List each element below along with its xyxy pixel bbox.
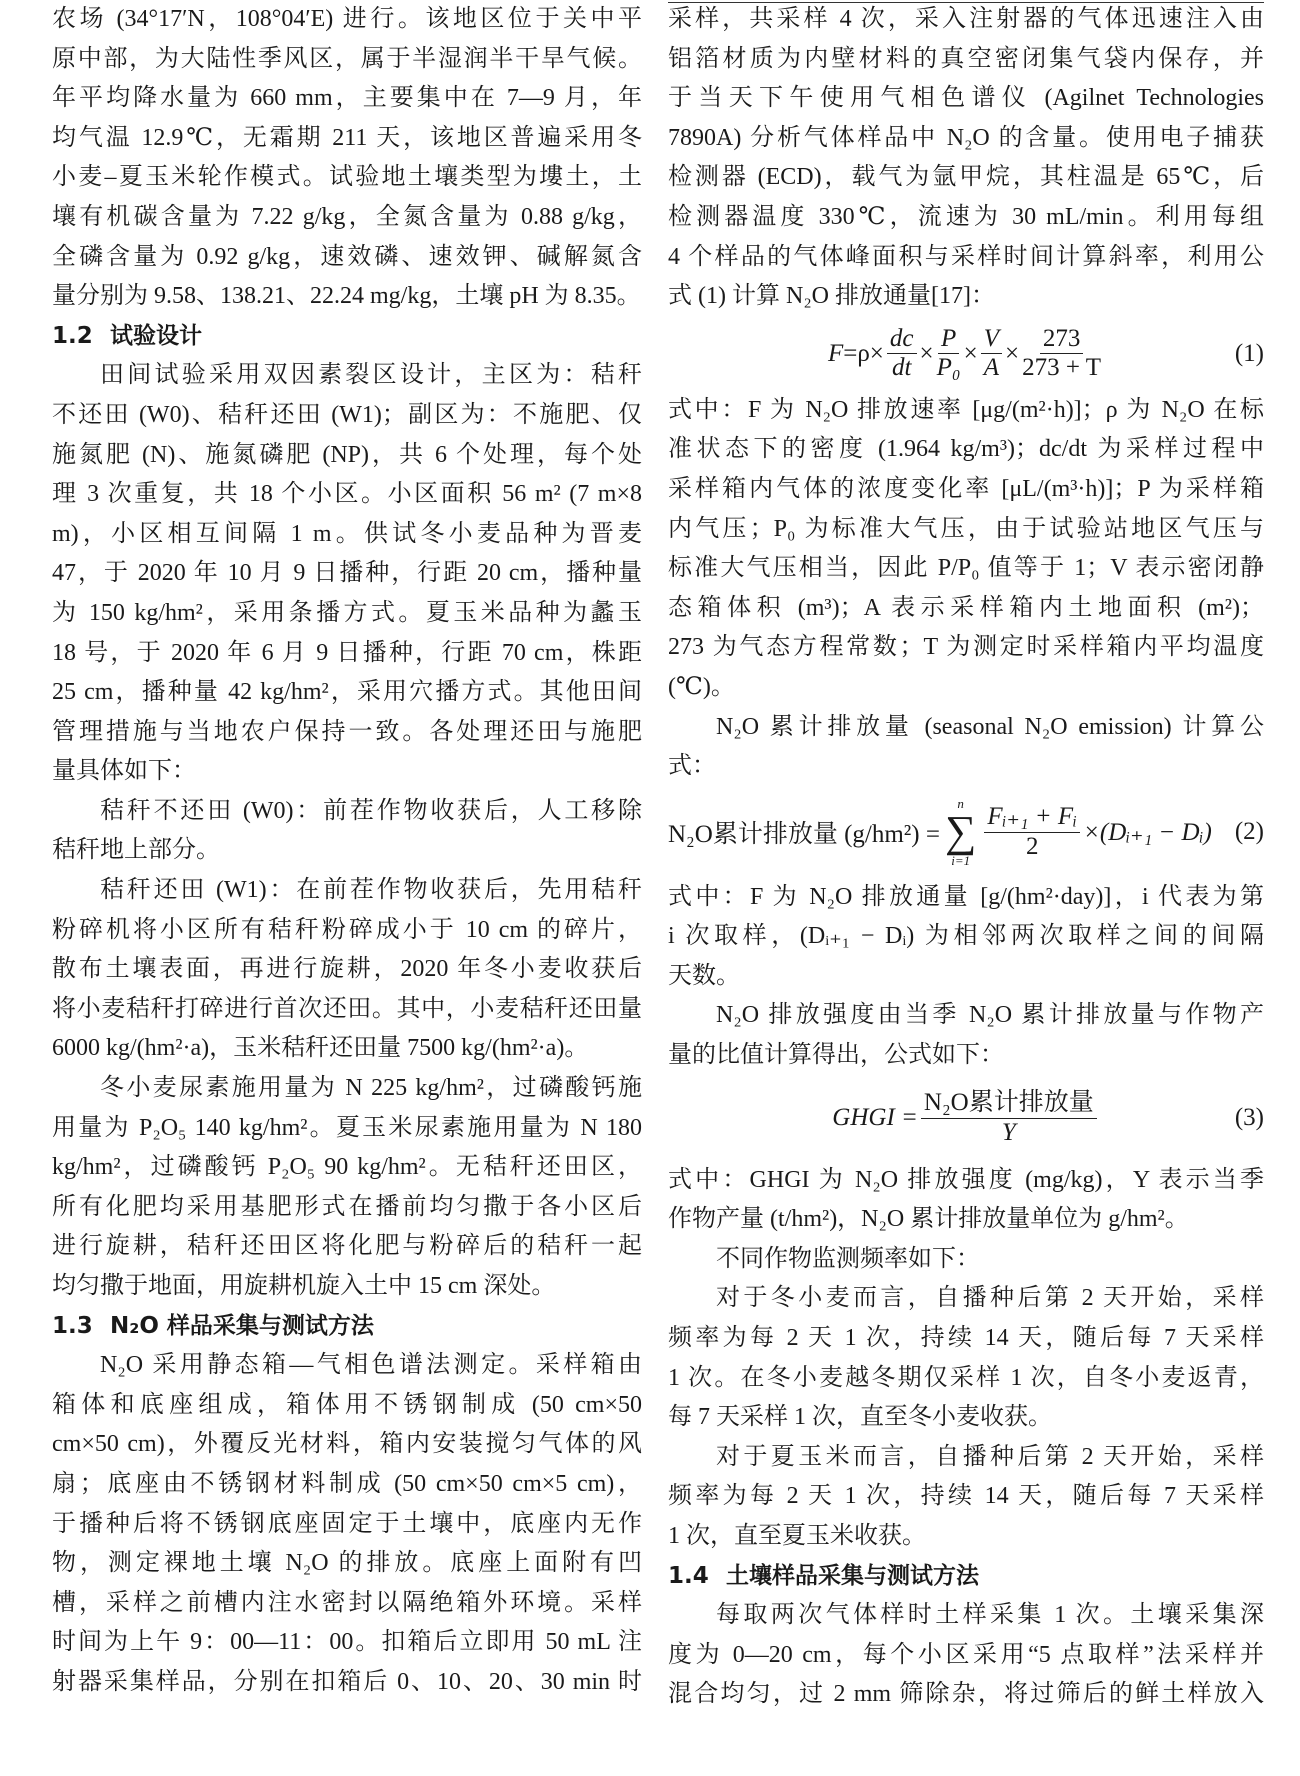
paragraph — [52, 792, 642, 871]
section-heading — [52, 317, 642, 357]
text-line: 式： — [668, 753, 716, 780]
section-title: 试验设计 — [110, 322, 202, 349]
section-heading — [52, 1307, 642, 1347]
text-line: 内气压；P₀ 为标准大气压，由于试验站地区气压与 — [668, 515, 1264, 542]
sum-upper: n — [957, 796, 964, 812]
section-number: 1.3 — [52, 1312, 93, 1339]
paragraph — [668, 1240, 1264, 1280]
text-line: 理 3 次重复，共 18 个小区。小区面积 56 m² (7 m×8 — [52, 481, 642, 508]
text-line: 作物产量 (t/hm²)，N₂O 累计排放量单位为 g/hm²。 — [668, 1206, 1189, 1233]
paragraph — [52, 356, 642, 792]
formula-lhs: GHGI = — [832, 1104, 918, 1132]
text-line: 采样箱内气体的浓度变化率 [μL/(m³·h)]；P 为采样箱 — [668, 475, 1264, 502]
paragraph — [668, 1438, 1264, 1557]
paragraph — [668, 1596, 1264, 1715]
numerator: dc — [887, 325, 917, 355]
paragraph — [668, 708, 1264, 787]
denominator: dt — [892, 354, 912, 382]
text-line: 小麦–夏玉米轮作模式。试验地土壤类型为塿土，土 — [52, 164, 642, 191]
formula-eq: =ρ× — [843, 339, 884, 367]
text-line: 273 为气态方程常数；T 为测定时采样箱内平均温度 — [668, 634, 1264, 661]
text-line: cm×50 cm)，外覆反光材料，箱内安装搅匀气体的风 — [52, 1431, 642, 1458]
text-line: 均气温 12.9℃，无霜期 211 天，该地区普遍采用冬 — [52, 124, 642, 151]
text-line: 秸秆地上部分。 — [52, 837, 220, 864]
text-line: 式 (1) 计算 N₂O 排放通量[17]： — [668, 283, 995, 310]
text-line: 式中：F 为 N₂O 排放速率 [μg/(m²·h)]；ρ 为 N₂O 在标 — [668, 396, 1264, 423]
text-line: 不同作物监测频率如下： — [716, 1245, 980, 1272]
numerator: 273 — [1040, 325, 1084, 355]
paragraph — [668, 1279, 1264, 1437]
fraction-flux — [984, 803, 1080, 862]
times-sign: × — [1005, 339, 1020, 367]
denominator: A — [983, 354, 999, 382]
text-line: 混合均匀，过 2 mm 筛除杂，将过筛后的鲜土样放入 — [668, 1681, 1264, 1708]
fraction-ghgi — [921, 1089, 1097, 1148]
equation-number: (1) — [1234, 339, 1264, 367]
numerator: Fᵢ₊₁ + Fᵢ — [984, 803, 1080, 833]
text-line: 壤有机碳含量为 7.22 g/kg，全氮含量为 0.88 g/kg， — [52, 203, 642, 230]
text-line: 度为 0—20 cm，每个小区采用“5 点取样”法采样并 — [668, 1641, 1264, 1668]
text-line: 量具体如下： — [52, 758, 196, 785]
fraction-p-p0 — [937, 325, 961, 384]
text-line: 散布土壤表面，再进行旋耕，2020 年冬小麦收获后 — [52, 956, 642, 983]
section-number: 1.4 — [668, 1562, 709, 1589]
times-sign: × — [963, 339, 978, 367]
section-title: N₂O 样品采集与测试方法 — [110, 1312, 374, 1339]
text-line: i 次取样，(Dᵢ₊₁ − Dᵢ) 为相邻两次取样之间的间隔 — [668, 923, 1264, 950]
numerator: N₂O累计排放量 — [921, 1089, 1097, 1119]
denominator: Y — [1001, 1118, 1016, 1146]
formula-3 — [668, 1076, 1264, 1161]
text-line: 采样，共采样 4 次，采入注射器的气体迅速注入由 — [668, 6, 1264, 32]
text-line: 对于夏玉米而言，自播种后第 2 天开始，采样 — [716, 1443, 1264, 1470]
equation-number: (2) — [1234, 818, 1264, 846]
text-line: 于播种后将不锈钢底座固定于土壤中，底座内无作 — [52, 1510, 642, 1537]
text-line: 均匀撒于地面，用旋耕机旋入土中 15 cm 深处。 — [52, 1273, 556, 1299]
text-line: 秸秆还田 (W1)：在前茬作物收获后，先用秸秆 — [100, 877, 642, 904]
paragraph — [668, 0, 1264, 317]
text-line: 7890A) 分析气体样品中 N₂O 的含量。使用电子捕获 — [668, 124, 1264, 151]
paragraph — [52, 0, 642, 317]
text-line: 槽，采样之前槽内注水密封以隔绝箱外环境。采样 — [52, 1589, 642, 1616]
text-line: 每取两次气体样时土样采集 1 次。土壤采集深 — [716, 1602, 1264, 1629]
text-line: 1 次。在冬小麦越冬期仅采样 1 次，自冬小麦返青， — [668, 1364, 1264, 1391]
section-title: 土壤样品采集与测试方法 — [726, 1562, 979, 1589]
text-line: 时间为上午 9：00—11：00。扣箱后立即用 50 mL 注 — [52, 1629, 642, 1656]
text-line: N₂O 累计排放量 (seasonal N₂O emission) 计算公 — [716, 713, 1264, 740]
denominator: 273 + T — [1022, 354, 1102, 382]
text-line: N₂O 采用静态箱—气相色谱法测定。采样箱由 — [100, 1352, 642, 1379]
text-line: 量的比值计算得出，公式如下： — [668, 1042, 1004, 1069]
text-line: 标准大气压相当，因此 P/P₀ 值等于 1；V 表示密闭静 — [668, 555, 1264, 582]
text-line: 频率为每 2 天 1 次，持续 14 天，随后每 7 天采样 — [668, 1325, 1264, 1352]
text-line: 全磷含量为 0.92 g/kg，速效磷、速效钾、碱解氮含 — [52, 243, 642, 270]
text-line: 农场 (34°17′N，108°04′E) 进行。该地区位于关中平 — [52, 6, 642, 32]
text-line: 18 号，于 2020 年 6 月 9 日播种，行距 70 cm，株距 — [52, 639, 642, 666]
text-line: 25 cm，播种量 42 kg/hm²，采用穴播方式。其他田间 — [52, 679, 642, 706]
text-line: 粉碎机将小区所有秸秆粉碎成小于 10 cm 的碎片， — [52, 916, 642, 943]
text-line: 式中：GHGI 为 N₂O 排放强度 (mg/kg)，Y 表示当季 — [668, 1166, 1264, 1193]
text-line: 用量为 P₂O₅ 140 kg/hm²。夏玉米尿素施用量为 N 180 — [52, 1114, 642, 1141]
text-line: 年平均降水量为 660 mm，主要集中在 7—9 月，年 — [52, 85, 642, 112]
fraction-dc-dt — [887, 325, 917, 384]
text-line: 所有化肥均采用基肥形式在播前均匀撒于各小区后 — [52, 1193, 642, 1220]
text-line: 物，测定裸地土壤 N₂O 的排放。底座上面附有凹 — [52, 1550, 642, 1577]
summation — [945, 797, 976, 867]
text-line: 秸秆不还田 (W0)：前茬作物收获后，人工移除 — [100, 797, 642, 824]
text-line: 施氮肥 (N)、施氮磷肥 (NP)，共 6 个处理，每个处 — [52, 441, 642, 468]
text-line: 对于冬小麦而言，自播种后第 2 天开始，采样 — [716, 1285, 1264, 1312]
numerator: V — [981, 325, 1002, 355]
text-line: m)，小区相互间隔 1 m。供试冬小麦品种为晋麦 — [52, 520, 642, 547]
paragraph — [668, 391, 1264, 708]
text-line: 原中部，为大陆性季风区，属于半湿润半干旱气候。 — [52, 45, 642, 72]
sum-lower: i=1 — [951, 853, 971, 869]
text-line: kg/hm²，过磷酸钙 P₂O₅ 90 kg/hm²。无秸秆还田区， — [52, 1154, 642, 1181]
text-line: 检测器温度 330℃，流速为 30 mL/min。利用每组 — [668, 203, 1264, 230]
fraction-temperature — [1022, 325, 1101, 384]
text-line: 量分别为 9.58、138.21、22.24 mg/kg，土壤 pH 为 8.35。 — [52, 283, 641, 310]
text-line: 每 7 天采样 1 次，直至冬小麦收获。 — [668, 1404, 1052, 1431]
text-line: 1 次，直至夏玉米收获。 — [668, 1523, 926, 1549]
times-sign: × — [919, 339, 934, 367]
text-line: 频率为每 2 天 1 次，持续 14 天，随后每 7 天采样 — [668, 1483, 1264, 1510]
text-line: 进行旋耕，秸秆还田区将化肥与粉碎后的秸秆一起 — [52, 1233, 642, 1260]
formula-lhs: F — [827, 339, 844, 367]
right-column — [668, 0, 1264, 1715]
text-line: 不还田 (W0)、秸秆还田 (W1)；副区为：不施肥、仅 — [52, 401, 642, 428]
text-line: 式中：F 为 N₂O 排放通量 [g/(hm²·day)]，i 代表为第 — [668, 883, 1264, 910]
paragraph — [52, 871, 642, 1069]
paragraph — [668, 1161, 1264, 1240]
text-line: 检测器 (ECD)，载气为氩甲烷，其柱温是 65℃，后 — [668, 164, 1264, 191]
equation-number: (3) — [1234, 1104, 1264, 1132]
text-line: 4 个样品的气体峰面积与采样时间计算斜率，利用公 — [668, 243, 1264, 270]
left-column — [52, 0, 642, 1703]
denominator: 2 — [1025, 832, 1039, 860]
formula-1 — [668, 317, 1264, 391]
text-line: (℃)。 — [668, 673, 735, 700]
section-number: 1.2 — [52, 322, 93, 349]
paragraph — [52, 1069, 642, 1307]
paragraph — [668, 996, 1264, 1075]
text-line: 田间试验采用双因素裂区设计，主区为：秸秆 — [100, 362, 642, 389]
text-line: 冬小麦尿素施用量为 N 225 kg/hm²，过磷酸钙施 — [100, 1075, 642, 1102]
text-line: 将小麦秸秆打碎进行首次还田。其中，小麦秸秆还田量 — [52, 995, 642, 1022]
text-line: 箱体和底座组成，箱体用不锈钢制成 (50 cm×50 — [52, 1391, 642, 1418]
text-line: 天数。 — [668, 962, 740, 989]
sigma-symbol: ∑ — [944, 807, 977, 857]
text-line: 态箱体积 (m³)；A 表示采样箱内土地面积 (m²)； — [668, 594, 1264, 621]
text-line: 47，于 2020 年 10 月 9 日播种，行距 20 cm，播种量 — [52, 560, 642, 587]
text-line: 准状态下的密度 (1.964 kg/m³)；dc/dt 为采样过程中 — [668, 436, 1264, 463]
denominator: P₀ — [936, 354, 961, 382]
text-line: 扇；底座由不锈钢材料制成 (50 cm×50 cm×5 cm)， — [52, 1470, 642, 1497]
formula-lhs: N₂O累计排放量 (g/hm²) = — [668, 821, 940, 849]
formula-2 — [668, 787, 1264, 878]
text-line: N₂O 排放强度由当季 N₂O 累计排放量与作物产 — [716, 1002, 1264, 1029]
paragraph — [52, 1346, 642, 1702]
text-line: 管理措施与当地农户保持一致。各处理还田与施肥 — [52, 718, 642, 745]
formula-tail: ×(Dᵢ₊₁ − Dᵢ) — [1083, 819, 1212, 847]
section-heading — [668, 1557, 1264, 1597]
text-line: 6000 kg/(hm²·a)，玉米秸秆还田量 7500 kg/(hm²·a)。 — [52, 1035, 589, 1062]
paragraph — [668, 878, 1264, 997]
text-line: 射器采集样品，分别在扣箱后 0、10、20、30 min 时 — [52, 1668, 642, 1695]
numerator: P — [938, 325, 959, 355]
text-line: 为 150 kg/hm²，采用条播方式。夏玉米品种为蠡玉 — [52, 599, 642, 626]
fraction-v-a — [981, 325, 1002, 384]
text-line: 于当天下午使用气相色谱仪 (Agilnet Technologies — [668, 85, 1264, 112]
text-line: 铝箔材质为内壁材料的真空密闭集气袋内保存，并 — [668, 45, 1264, 72]
